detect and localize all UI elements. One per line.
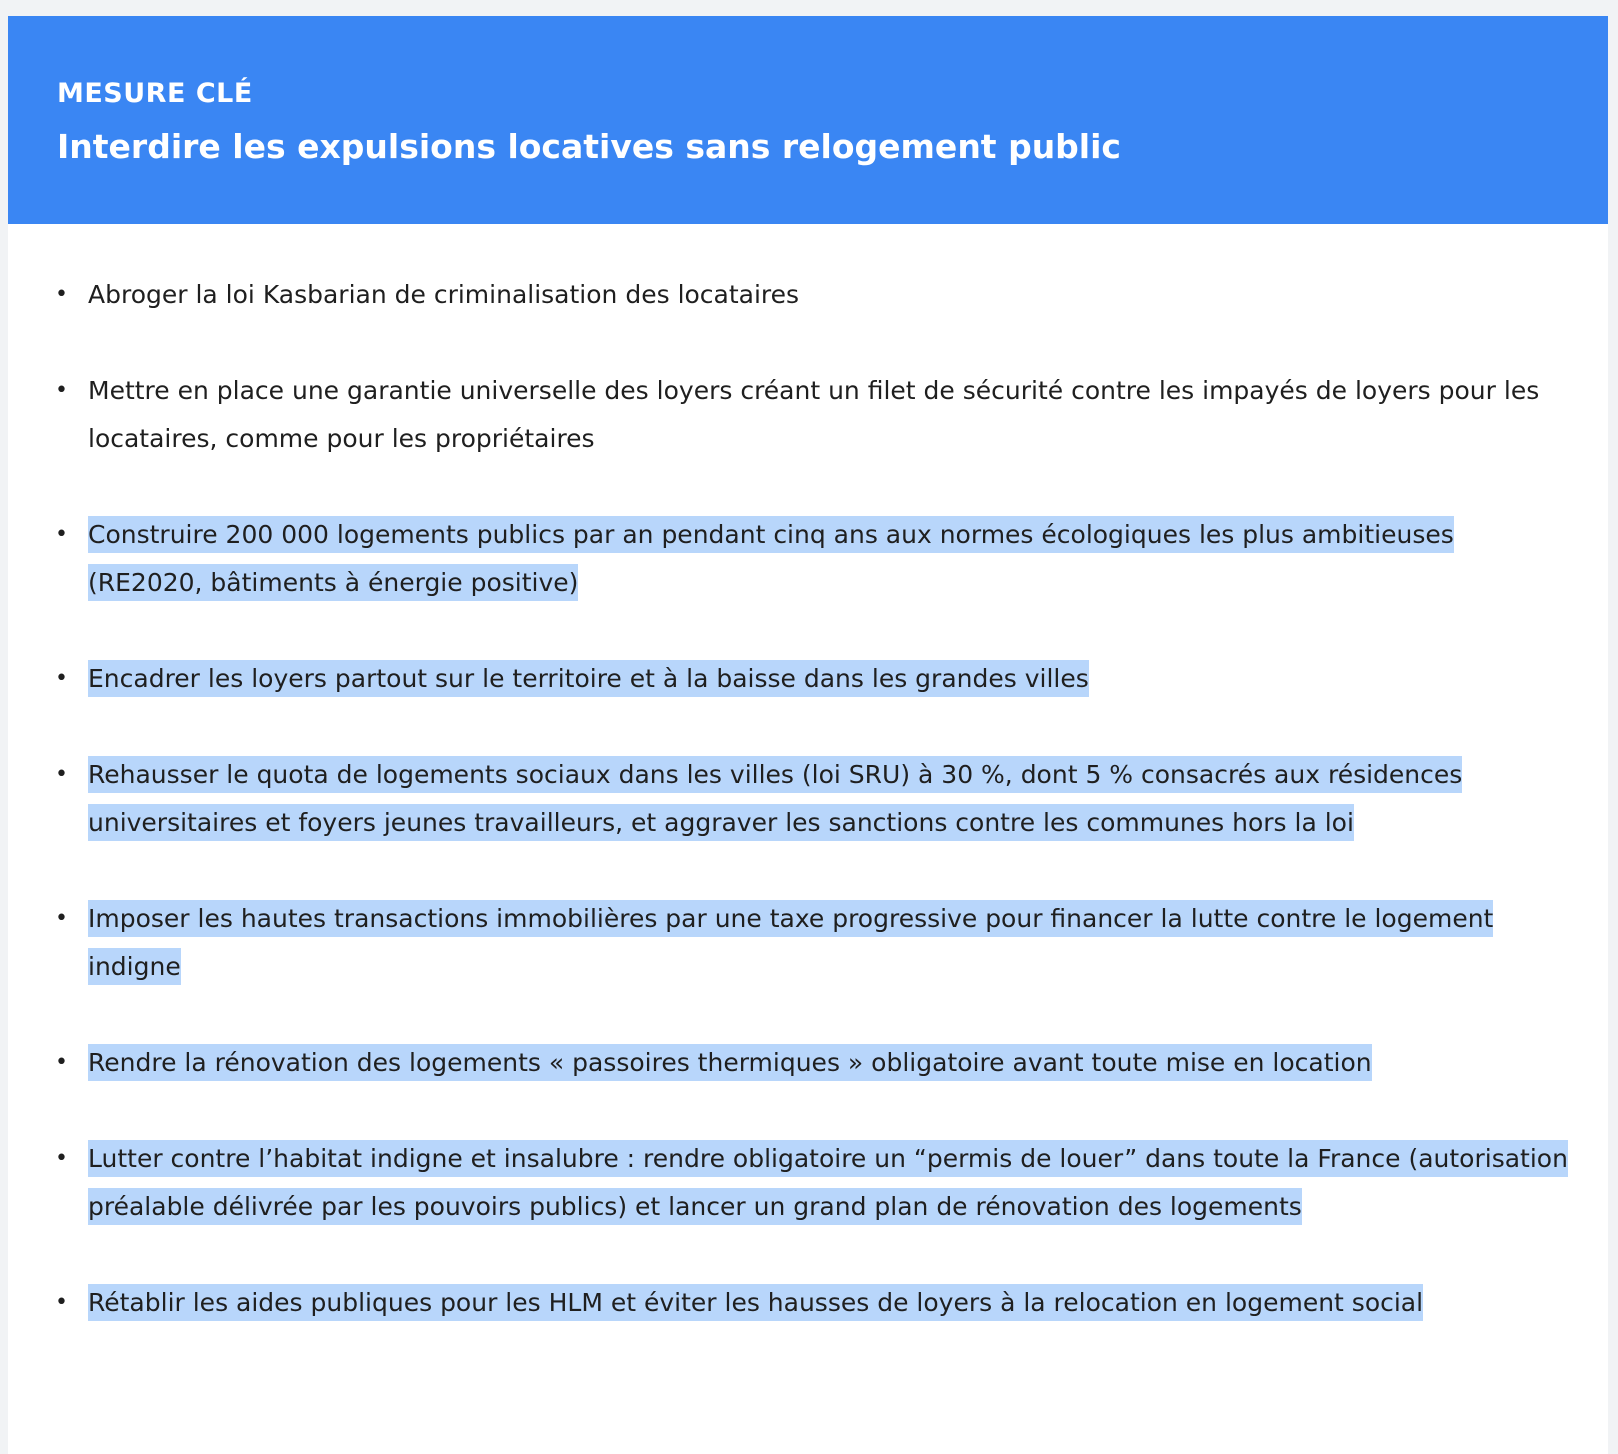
list-item-text[interactable]: Mettre en place une garantie universelle des loyers créant un filet de sécurité contre les impayés de loyers pour les locataires, comme pour les propriétaires <box>88 376 1540 453</box>
list-item-text-selected[interactable]: Rendre la rénovation des logements « passoires thermiques » obligatoire avant toute mise en location <box>88 1044 1372 1081</box>
list-item <box>8 751 1608 847</box>
key-measure-title: Interdire les expulsions locatives sans relogement public <box>57 127 1121 166</box>
bullet-icon: • <box>55 1146 68 1171</box>
list-item-text[interactable]: Abroger la loi Kasbarian de criminalisation des locataires <box>88 280 800 309</box>
measures-list <box>8 224 1608 1327</box>
list-item <box>8 1039 1608 1087</box>
list-item <box>8 367 1608 463</box>
measure-card <box>8 16 1608 1454</box>
list-item <box>8 1135 1608 1231</box>
list-item-text-selected[interactable]: Rehausser le quota de logements sociaux dans les villes (loi SRU) à 30 %, dont 5 % consacrés aux résidences universitaires et foyers jeunes travailleurs, et aggraver les sanctions contre les communes hors la loi <box>88 756 1462 841</box>
list-item-text-selected[interactable]: Imposer les hautes transactions immobilières par une taxe progressive pour financer la lutte contre le logement indigne <box>88 900 1493 985</box>
list-item-text-selected[interactable]: Lutter contre l’habitat indigne et insalubre : rendre obligatoire un “permis de louer” dans toute la France (autorisation préalable délivrée par les pouvoirs publics) et lancer un grand plan de rénovation des logements <box>88 1140 1568 1225</box>
bullet-icon: • <box>55 762 68 787</box>
bullet-icon: • <box>55 522 68 547</box>
kicker-label: MESURE CLÉ <box>57 78 253 109</box>
bullet-icon: • <box>55 282 68 307</box>
bullet-icon: • <box>55 666 68 691</box>
list-item <box>8 271 1608 319</box>
list-item <box>8 1279 1608 1327</box>
list-item-text-selected[interactable]: Construire 200 000 logements publics par an pendant cinq ans aux normes écologiques les plus ambitieuses (RE2020, bâtiments à énergie positive) <box>88 516 1454 601</box>
list-item-text-selected[interactable]: Rétablir les aides publiques pour les HLM et éviter les hausses de loyers à la relocation en logement social <box>88 1284 1423 1321</box>
list-item <box>8 895 1608 991</box>
bullet-icon: • <box>55 1050 68 1075</box>
bullet-icon: • <box>55 906 68 931</box>
list-item-text-selected[interactable]: Encadrer les loyers partout sur le territoire et à la baisse dans les grandes villes <box>88 660 1089 697</box>
list-item <box>8 655 1608 703</box>
bullet-icon: • <box>55 378 68 403</box>
bullet-icon: • <box>55 1290 68 1315</box>
list-item <box>8 511 1608 607</box>
key-measure-banner <box>8 16 1608 224</box>
